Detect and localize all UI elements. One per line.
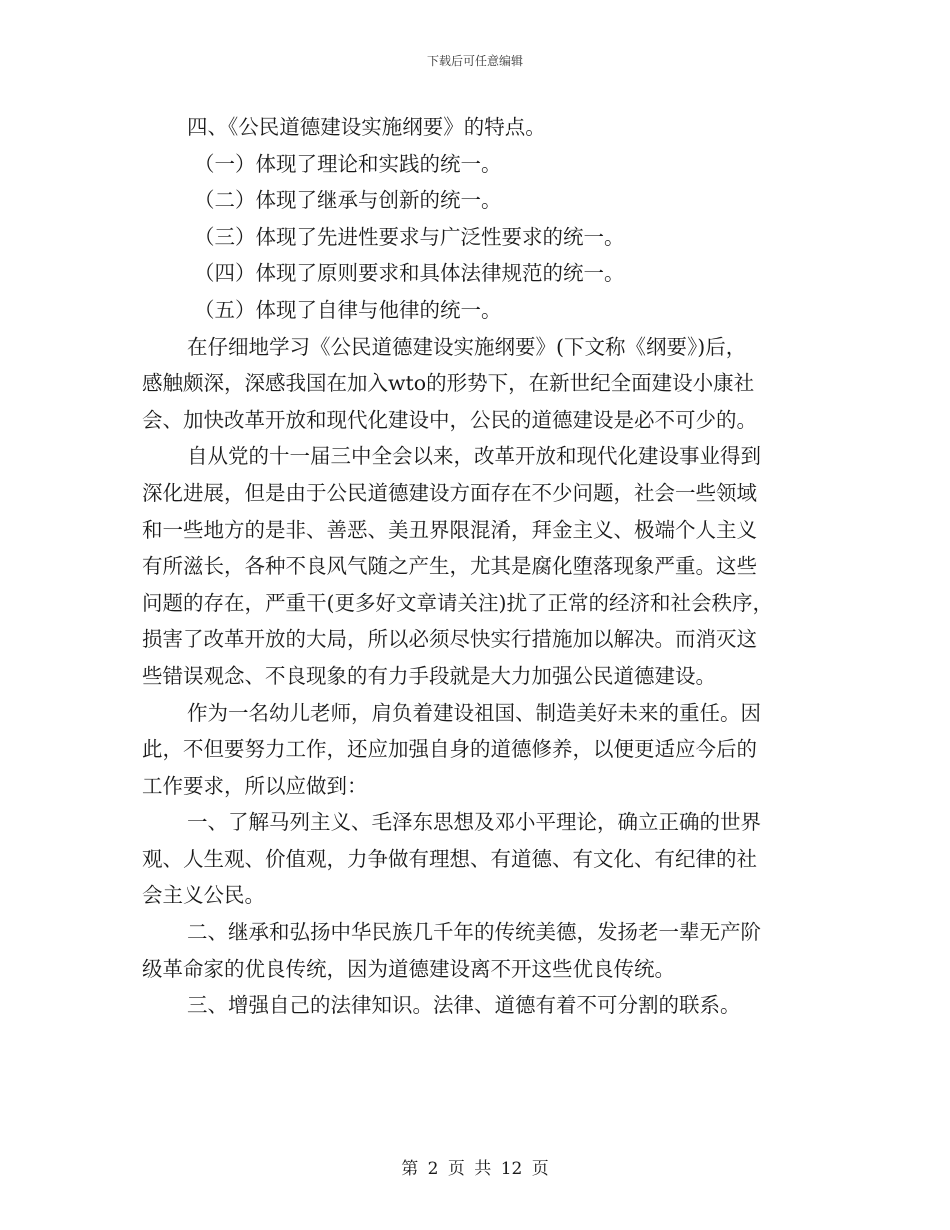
paragraph-line: 感触颇深，深感我国在加入wto的形势下，在新世纪全面建设小康社 (142, 371, 755, 396)
paragraph-line: 有所滋长，各种不良风气随之产生，尤其是腐化堕落现象严重。这些 (142, 554, 757, 579)
paragraph-line: 作为一名幼儿老师，肩负着建设祖国、制造美好未来的重任。因 (187, 700, 761, 725)
paragraph-line: 自从党的十一届三中全会以来，改革开放和现代化建设事业得到 (187, 444, 761, 469)
list-item: （四）体现了原则要求和具体法律规范的统一。 (194, 261, 625, 286)
list-item: （一）体现了理论和实践的统一。 (194, 151, 502, 176)
list-item: （五）体现了自律与他律的统一。 (194, 297, 502, 322)
paragraph-line: 损害了改革开放的大局，所以必须尽快实行措施加以解决。而消灭这 (142, 627, 757, 652)
paragraph-line: 和一些地方的是非、善恶、美丑界限混淆，拜金主义、极端个人主义 (142, 517, 757, 542)
paragraph-line: 一、了解马列主义、毛泽东思想及邓小平理论，确立正确的世界 (187, 810, 761, 835)
paragraph-line: 会主义公民。 (142, 883, 265, 908)
paragraph-line: 问题的存在，严重干(更多好文章请关注)扰了正常的经济和社会秩序， (142, 590, 773, 615)
paragraph-line: 观、人生观、价值观，力争做有理想、有道德、有文化、有纪律的社 (142, 846, 757, 871)
paragraph-line: 级革命家的优良传统，因为道德建设离不开这些优良传统。 (142, 956, 675, 981)
paragraph-line: 二、继承和弘扬中华民族几千年的传统美德，发扬老一辈无产阶 (187, 920, 761, 945)
section-heading: 四、《公民道德建设实施纲要》的特点。 (187, 115, 546, 139)
paragraph-line: 工作要求，所以应做到： (142, 773, 368, 798)
page-number: 第 2 页 共 12 页 (401, 1159, 549, 1179)
paragraph-line: 在仔细地学习《公民道德建设实施纲要》(下文称《纲要》)后， (187, 334, 747, 359)
list-item: （三）体现了先进性要求与广泛性要求的统一。 (194, 224, 625, 249)
document-body (142, 109, 808, 1024)
paragraph-line: 三、增强自己的法律知识。法律、道德有着不可分割的联系。 (187, 993, 741, 1018)
paragraph-line: 会、加快改革开放和现代化建设中，公民的道德建设是必不可少的。 (142, 407, 757, 432)
paragraph-line: 些错误观念、不良现象的有力手段就是大力加强公民道德建设。 (142, 663, 716, 688)
paragraph-line: 深化进展，但是由于公民道德建设方面存在不少问题，社会一些领域 (142, 480, 757, 505)
paragraph-line: 此，不但要努力工作，还应加强自身的道德修养，以便更适应今后的 (142, 737, 757, 762)
page-header-note: 下载后可任意编辑 (426, 54, 523, 68)
list-item: （二）体现了继承与创新的统一。 (194, 188, 502, 213)
